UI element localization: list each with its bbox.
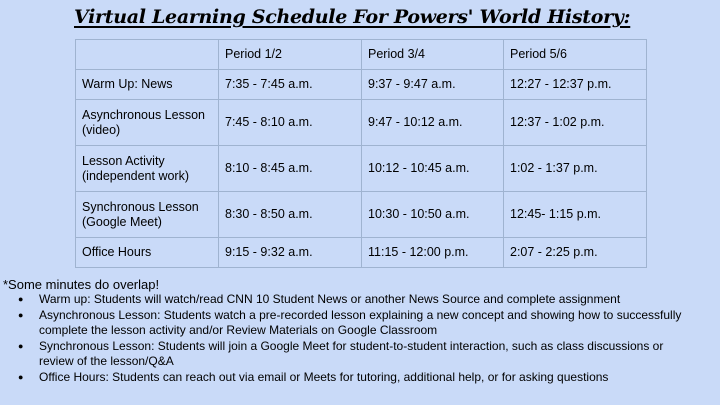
activity-cell: Asynchronous Lesson (video) <box>76 100 219 146</box>
time-cell: 1:02 - 1:37 p.m. <box>504 146 647 192</box>
bullet-text: Students will join a Google Meet for student-to-student interaction, such as class discussions or review of the lesson/Q&A <box>39 338 664 369</box>
schedule-table <box>75 39 647 268</box>
table-row <box>76 146 647 192</box>
list-item <box>18 292 698 308</box>
table-row <box>76 100 647 146</box>
header-cell-period-3-4: Period 3/4 <box>362 40 504 70</box>
table-row <box>76 70 647 100</box>
time-cell: 12:45- 1:15 p.m. <box>504 192 647 238</box>
page-title: Virtual Learning Schedule For Powers' World History: <box>74 6 631 28</box>
time-cell: 9:15 - 9:32 a.m. <box>219 238 362 268</box>
time-cell: 9:37 - 9:47 a.m. <box>362 70 504 100</box>
time-cell: 7:35 - 7:45 a.m. <box>219 70 362 100</box>
bullet-dot-icon: ● <box>18 294 24 304</box>
table-header-row <box>76 40 647 70</box>
time-cell: 8:30 - 8:50 a.m. <box>219 192 362 238</box>
list-item <box>18 339 698 370</box>
table-row <box>76 192 647 238</box>
header-cell-period-1-2: Period 1/2 <box>219 40 362 70</box>
bullet-text: Students can reach out via email or Meets for tutoring, additional help, or for asking questions <box>108 369 609 384</box>
time-cell: 9:47 - 10:12 a.m. <box>362 100 504 146</box>
list-item <box>18 308 698 339</box>
overlap-note: *Some minutes do overlap! <box>3 277 160 292</box>
header-cell-period-5-6: Period 5/6 <box>504 40 647 70</box>
header-cell-blank <box>76 40 219 70</box>
bullet-dot-icon: ● <box>18 371 24 382</box>
activity-cell: Warm Up: News <box>76 70 219 100</box>
bullet-dot-icon: ● <box>18 309 24 320</box>
bullet-label: Office Hours: <box>39 369 109 384</box>
time-cell: 10:30 - 10:50 a.m. <box>362 192 504 238</box>
time-cell: 12:37 - 1:02 p.m. <box>504 100 647 146</box>
time-cell: 2:07 - 2:25 p.m. <box>504 238 647 268</box>
activity-cell: Synchronous Lesson (Google Meet) <box>76 192 219 238</box>
time-cell: 12:27 - 12:37 p.m. <box>504 70 647 100</box>
time-cell: 7:45 - 8:10 a.m. <box>219 100 362 146</box>
list-item <box>18 370 698 386</box>
time-cell: 8:10 - 8:45 a.m. <box>219 146 362 192</box>
bullet-list <box>18 292 698 386</box>
table-row <box>76 238 647 268</box>
activity-cell: Lesson Activity (independent work) <box>76 146 219 192</box>
bullet-text: Students will watch/read CNN 10 Student News or another News Source and complete assignment <box>90 292 621 306</box>
bullet-label: Warm up: <box>39 292 91 306</box>
bullet-label: Synchronous Lesson: <box>39 338 155 353</box>
bullet-text: Students watch a pre-recorded lesson explaining a new concept and showing how to successfully complete the lesson activity and/or Review Materials on Google Classroom <box>39 307 682 338</box>
bullet-label: Asynchronous Lesson: <box>39 307 161 322</box>
bullet-dot-icon: ● <box>18 340 24 351</box>
activity-cell: Office Hours <box>76 238 219 268</box>
time-cell: 11:15 - 12:00 p.m. <box>362 238 504 268</box>
time-cell: 10:12 - 10:45 a.m. <box>362 146 504 192</box>
